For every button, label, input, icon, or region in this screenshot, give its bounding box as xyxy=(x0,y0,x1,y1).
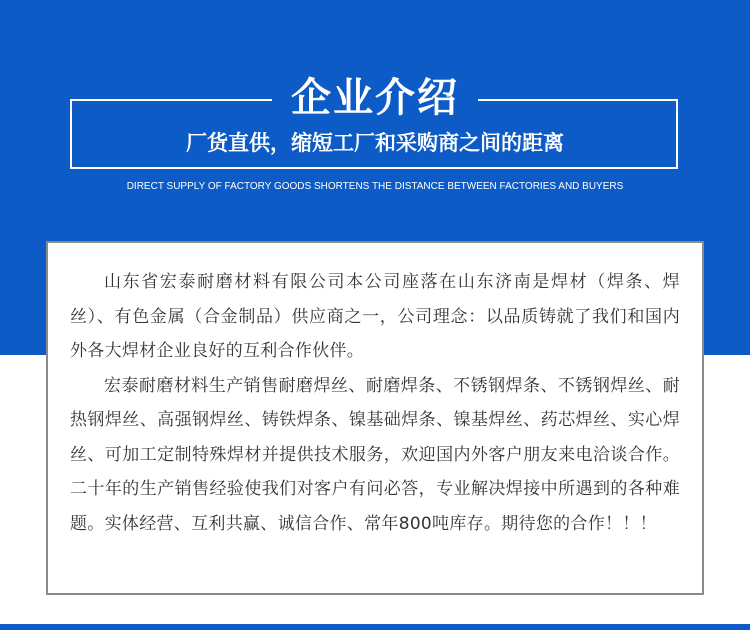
page-subtitle: 厂货直供，缩短工厂和采购商之间的距离 xyxy=(186,131,564,155)
page-title: 企业介绍 xyxy=(291,75,459,121)
bottom-accent-strip xyxy=(0,624,750,630)
intro-paragraph-2: 宏泰耐磨材料生产销售耐磨焊丝、耐磨焊条、不锈钢焊条、不锈钢焊丝、耐热钢焊丝、高强钢焊丝、铸铁焊条、镍基础焊条、镍基焊丝、药芯焊丝、实心焊丝、可加工定制特殊焊材并提供技术服务，欢迎国内外客户朋友来电洽谈合作。二十年的生产销售经验使我们对客户有问必答，专业解决焊接中所遇到的各种难题。实体经营、互利共赢、诚信合作、常年800吨库存。期待您的合作！！！ xyxy=(70,375,680,534)
english-tagline: DIRECT SUPPLY OF FACTORY GOODS SHORTENS THE DISTANCE BETWEEN FACTORIES AND BUYERS xyxy=(126,181,624,192)
company-intro-card xyxy=(46,241,704,595)
intro-paragraph-1: 山东省宏泰耐磨材料有限公司本公司座落在山东济南是焊材（焊条、焊丝）、有色金属（合金制品）供应商之一，公司理念：以品质铸就了我们和国内外各大焊材企业良好的互利合作伙伴。 xyxy=(70,272,680,361)
